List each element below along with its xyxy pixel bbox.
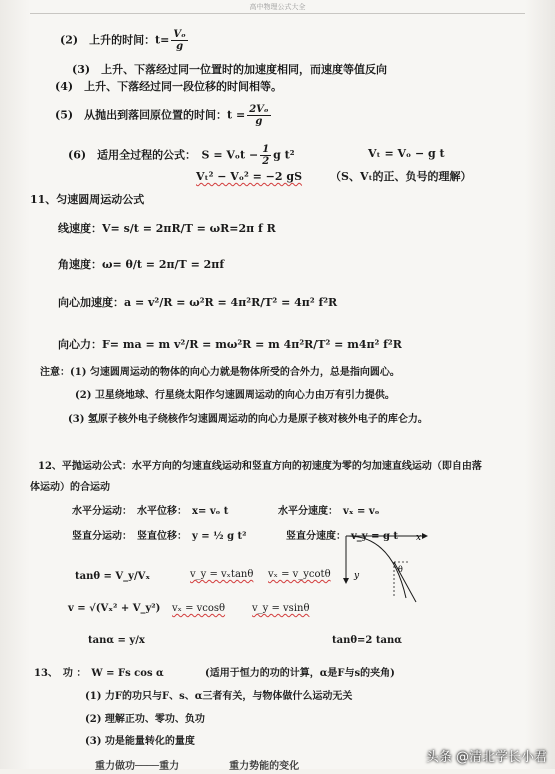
line-vx-cos xyxy=(172,602,225,616)
fraction-rise-time xyxy=(171,29,187,52)
line-vx-cot xyxy=(268,568,331,582)
line-vt-formula: Vₜ = Vₒ − g t xyxy=(368,147,445,160)
line-same-displacement: (4) 上升、下落经过同一段位移的时间相等。 xyxy=(55,80,283,93)
page-header: 高中物理公式大全 xyxy=(249,3,306,11)
fraction-denominator: g xyxy=(255,116,263,127)
projectile-diagram xyxy=(340,528,430,610)
line-return-time xyxy=(55,104,273,127)
line-vertical-velocity: 竖直分速度： v_y = g t xyxy=(286,531,399,542)
x-label: x xyxy=(416,533,422,543)
fraction-return-time xyxy=(247,104,270,127)
line-vertical-displacement: 竖直分运动： 竖直位移： y = ½ g t² xyxy=(72,531,247,542)
line-centripetal-force: 向心力：F= ma = m v²/R = mω²R = m 4π²R/T² = m4π² f²R xyxy=(58,338,402,351)
fraction-numerator: 1 xyxy=(262,144,270,155)
section-13-note: (适用于恒力的功的计算，α是F与s的夹角) xyxy=(205,668,395,679)
line-vt2-formula xyxy=(196,170,302,184)
line-tan-theta: tanθ = V_y/Vₓ xyxy=(75,571,151,582)
note-3: (3) 氢原子核外电子绕核作匀速圆周运动的向心力是原子核对核外电子的库仑力。 xyxy=(68,414,428,425)
text-vy-sin: v_y = vsinθ xyxy=(252,603,310,614)
y-axis-arrow xyxy=(343,578,349,584)
note-2: (2) 卫星绕地球、行星绕太阳作匀速圆周运动的向心力由万有引力提供。 xyxy=(75,390,395,401)
theta-label: θ xyxy=(398,565,403,574)
line-centripetal-acceleration: 向心加速度：a = v²/R = ω²R = 4π²R/T² = 4π² f²R xyxy=(58,296,338,309)
text-rise-time: (2) 上升的时间：t= xyxy=(60,33,170,47)
line-horizontal-velocity: 水平分速度： vₓ = vₒ xyxy=(278,506,380,517)
line-full-process xyxy=(68,144,295,167)
line-angular-velocity: 角速度：ω= θ/t = 2π/T = 2πf xyxy=(58,258,225,271)
line-same-position: (3) 上升、下落经过同一位置时的加速度相同，而速度等值反向 xyxy=(72,63,388,76)
section-12-title: 12、平抛运动公式：水平方向的匀速直线运动和竖直方向的初速度为零的匀加速直线运动（即自由落 xyxy=(38,461,482,472)
text-vy-tan: v_y = vₓtanθ xyxy=(190,569,254,580)
line-velocity-magnitude: v = √(Vₓ² + V_y²) xyxy=(68,603,161,614)
line-linear-velocity: 线速度：V= s/t = 2πR/T = ωR=2π f R xyxy=(58,222,276,235)
section-12-title-cont: 体运动）的合运动 xyxy=(30,482,110,493)
text-full-process: (6) 适用全过程的公式： S = Vₒt − xyxy=(68,148,259,162)
text-vx-cot: vₓ = v_ycotθ xyxy=(268,569,331,580)
text-return-time: (5) 从抛出到落回原位置的时间：t = xyxy=(55,108,246,122)
text-vt2: Vₜ² − Vₒ² = −2 gS xyxy=(196,170,303,183)
y-label: y xyxy=(354,571,360,581)
note-1: 注意：(1) 匀速圆周运动的物体的向心力就是物体所受的合外力，总是指向圆心。 xyxy=(40,367,400,378)
header-rule xyxy=(30,13,525,14)
section-13-title: 13、 功 ： W = Fs cos α xyxy=(34,668,164,679)
line-rise-time xyxy=(60,29,190,52)
work-point-3: (3) 功是能量转化的量度 xyxy=(85,736,195,747)
line-vy-sin xyxy=(252,602,309,616)
line-vy-tan xyxy=(190,568,253,582)
work-point-2: (2) 理解正功、零功、负功 xyxy=(85,714,205,725)
text-vx-cos: vₓ = vcosθ xyxy=(172,603,226,614)
work-point-cut: 重力做功────重力 重力势能的变化 xyxy=(85,761,300,772)
fraction-numerator: Vₒ xyxy=(173,29,186,40)
text-gt2: g t² xyxy=(273,148,295,162)
line-sign-note: （S、Vₜ的正、负号的理解） xyxy=(330,170,472,183)
fraction-half xyxy=(260,144,271,167)
work-point-1: (1) 力F的功只与F、s、α三者有关，与物体做什么运动无关 xyxy=(85,691,353,702)
x-axis-arrow xyxy=(422,533,428,539)
line-tan-relation: tanθ=2 tanα xyxy=(332,635,402,646)
line-horizontal-displacement: 水平分运动： 水平位移： x= vₒ t xyxy=(72,506,229,517)
section-11-title: 11、匀速圆周运动公式 xyxy=(30,193,145,206)
watermark-footer: 头条 @清北学长小君 xyxy=(425,750,547,765)
line-tan-alpha: tanα = y/x xyxy=(88,635,145,646)
fraction-numerator: 2Vₒ xyxy=(249,104,269,115)
fraction-denominator: 2 xyxy=(262,156,270,167)
fraction-denominator: g xyxy=(176,41,184,52)
